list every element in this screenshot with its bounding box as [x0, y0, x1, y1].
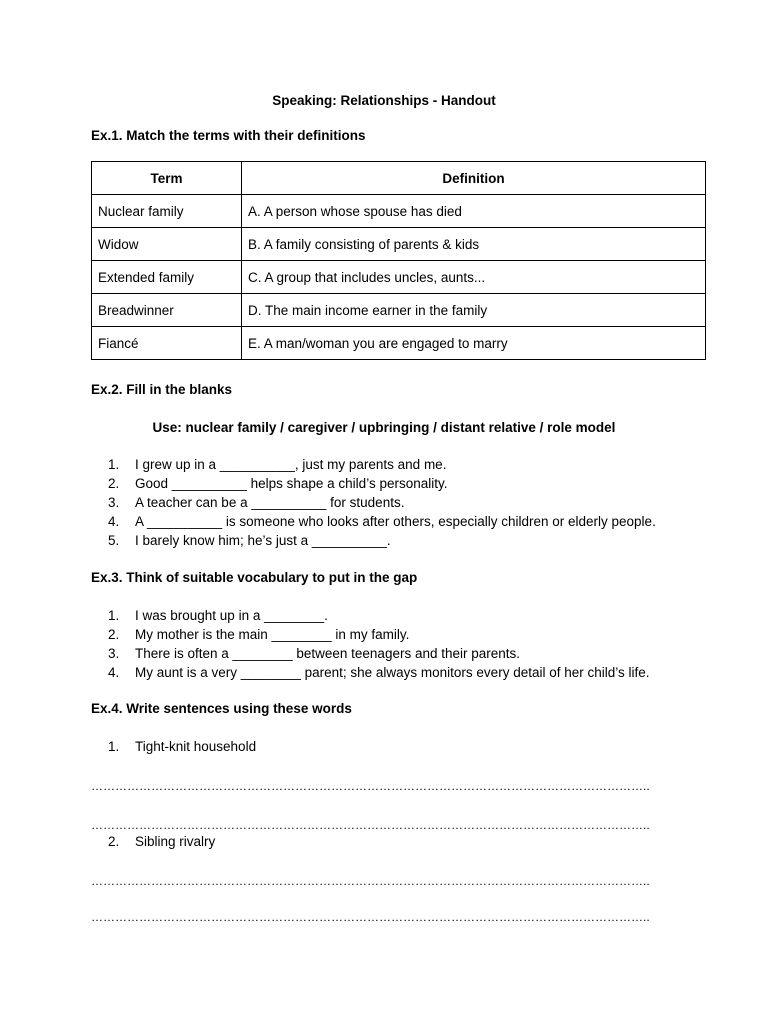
list-item: 1. I grew up in a __________, just my parents and me. — [108, 457, 447, 472]
ex4-item-1 — [108, 737, 256, 756]
list-item: 3. There is often a ________ between teenagers and their parents. — [108, 646, 521, 661]
list-item: 1. I was brought up in a ________. — [108, 608, 328, 623]
definition-cell: B. A family consisting of parents & kids — [242, 228, 706, 261]
column-header-definition: Definition — [242, 162, 706, 195]
term-cell: Extended family — [92, 261, 242, 294]
list-item: 2. My mother is the main ________ in my family. — [108, 627, 410, 642]
column-header-term: Term — [92, 162, 242, 195]
ex2-list — [108, 455, 656, 550]
answer-line: ………………………………………………………………………………………………………………………….. — [91, 874, 650, 888]
term-cell: Nuclear family — [92, 195, 242, 228]
terms-table — [91, 161, 706, 360]
table-header-row — [92, 162, 706, 195]
list-item: 3. A teacher can be a __________ for students. — [108, 495, 405, 510]
definition-cell: E. A man/woman you are engaged to marry — [242, 327, 706, 360]
list-item: 4. My aunt is a very ________ parent; she always monitors every detail of her child’s life. — [108, 665, 650, 680]
term-cell: Fiancé — [92, 327, 242, 360]
list-item: 2. Sibling rivalry — [108, 834, 216, 849]
definition-cell: A. A person whose spouse has died — [242, 195, 706, 228]
term-cell: Widow — [92, 228, 242, 261]
table-row — [92, 228, 706, 261]
answer-line: ………………………………………………………………………………………………………………………….. — [91, 818, 650, 832]
ex4-heading: Ex.4. Write sentences using these words — [91, 701, 352, 716]
list-item: 5. I barely know him; he’s just a __________. — [108, 533, 391, 548]
ex4-item-2 — [108, 832, 215, 851]
definition-cell: C. A group that includes uncles, aunts... — [242, 261, 706, 294]
page-title: Speaking: Relationships - Handout — [272, 93, 496, 108]
list-item: 4. A __________ is someone who looks after others, especially children or elderly people. — [108, 514, 656, 529]
table-row — [92, 327, 706, 360]
table-row — [92, 195, 706, 228]
answer-line: ………………………………………………………………………………………………………………………….. — [91, 910, 650, 924]
table-row — [92, 261, 706, 294]
list-item: 1. Tight-knit household — [108, 739, 257, 754]
word-bank: Use: nuclear family / caregiver / upbringing / distant relative / role model — [152, 420, 616, 435]
ex3-list — [108, 606, 650, 682]
table-row — [92, 294, 706, 327]
ex2-heading: Ex.2. Fill in the blanks — [91, 382, 233, 397]
ex3-heading: Ex.3. Think of suitable vocabulary to put in the gap — [91, 570, 418, 585]
list-item: 2. Good __________ helps shape a child’s personality. — [108, 476, 448, 491]
answer-line: ………………………………………………………………………………………………………………………….. — [91, 779, 650, 793]
definition-cell: D. The main income earner in the family — [242, 294, 706, 327]
term-cell: Breadwinner — [92, 294, 242, 327]
ex1-heading: Ex.1. Match the terms with their definitions — [91, 128, 366, 143]
